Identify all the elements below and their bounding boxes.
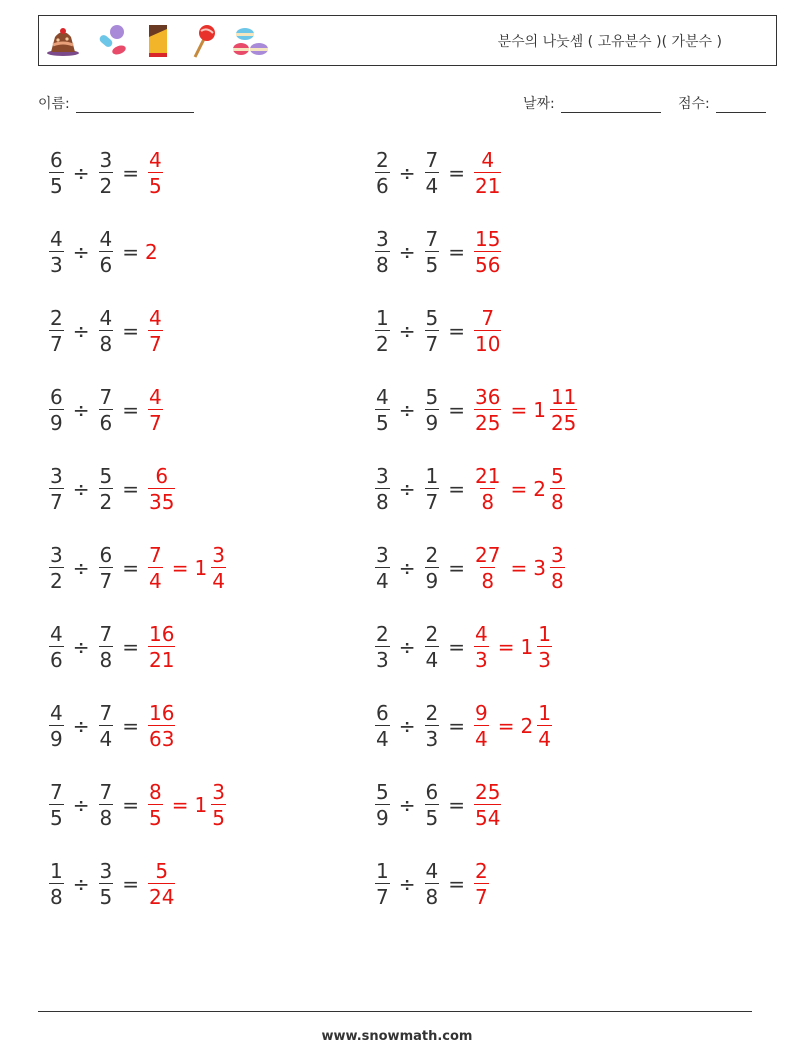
dividend-fraction-numerator: 4 bbox=[376, 385, 389, 409]
dividend-fraction-denominator: 3 bbox=[50, 253, 63, 277]
date-label: 날짜: bbox=[523, 96, 555, 112]
divide-sign: ÷ bbox=[72, 872, 90, 896]
divisor-fraction bbox=[99, 308, 114, 354]
name-label: 이름: bbox=[38, 96, 70, 112]
divide-sign: ÷ bbox=[72, 161, 90, 185]
divide-sign: ÷ bbox=[72, 556, 90, 580]
divisor-fraction bbox=[99, 782, 114, 828]
answer-fraction-denominator: 63 bbox=[149, 727, 175, 751]
divide-sign: ÷ bbox=[398, 872, 416, 896]
divide-sign: ÷ bbox=[398, 714, 416, 738]
mixed-fraction bbox=[537, 624, 552, 670]
mixed-fraction-denominator: 4 bbox=[212, 569, 225, 593]
answer-fraction-numerator: 16 bbox=[149, 701, 175, 725]
mixed-fraction-numerator: 5 bbox=[550, 464, 564, 488]
dividend-fraction-numerator: 1 bbox=[50, 859, 63, 883]
answer-fraction-numerator: 4 bbox=[149, 385, 162, 409]
equals-sign: = bbox=[448, 477, 465, 501]
dividend-fraction-denominator: 3 bbox=[376, 648, 389, 672]
divisor-fraction-numerator: 6 bbox=[425, 780, 439, 804]
divisor-fraction-numerator: 4 bbox=[425, 859, 439, 883]
divide-sign: ÷ bbox=[398, 161, 416, 185]
divisor-fraction-numerator: 5 bbox=[425, 306, 439, 330]
dividend-fraction-denominator: 6 bbox=[376, 174, 389, 198]
answer-fraction-denominator: 4 bbox=[149, 569, 162, 593]
divisor-fraction-denominator: 8 bbox=[99, 648, 113, 672]
answer-fraction-denominator: 25 bbox=[475, 411, 501, 435]
mixed-fraction bbox=[550, 545, 565, 591]
mixed-whole: 1 bbox=[194, 793, 208, 817]
divisor-fraction bbox=[99, 545, 114, 591]
dividend-fraction-numerator: 5 bbox=[376, 780, 389, 804]
divisor-fraction-denominator: 4 bbox=[425, 174, 439, 198]
equals-sign: = bbox=[122, 161, 139, 185]
dividend-fraction-denominator: 6 bbox=[50, 648, 63, 672]
answer-fraction bbox=[474, 703, 489, 749]
answer-fraction bbox=[474, 624, 489, 670]
dividend-fraction bbox=[375, 466, 390, 512]
problem-8 bbox=[372, 378, 580, 442]
divisor-fraction-numerator: 5 bbox=[99, 464, 113, 488]
answer-fraction-denominator: 7 bbox=[475, 885, 488, 909]
dividend-fraction bbox=[375, 782, 390, 828]
equals-sign: = bbox=[122, 793, 139, 817]
answer-fraction-denominator: 56 bbox=[475, 253, 501, 277]
worksheet-header bbox=[38, 15, 777, 66]
dividend-fraction bbox=[49, 466, 64, 512]
dividend-fraction-numerator: 3 bbox=[376, 543, 389, 567]
mixed-whole: 1 bbox=[533, 398, 546, 422]
divide-sign: ÷ bbox=[72, 714, 90, 738]
divisor-fraction-denominator: 6 bbox=[99, 253, 113, 277]
divisor-fraction bbox=[425, 545, 440, 591]
answer-fraction-denominator: 54 bbox=[475, 806, 501, 830]
mixed-fraction-numerator: 3 bbox=[550, 543, 564, 567]
answer-fraction-denominator: 10 bbox=[475, 332, 501, 356]
dividend-fraction-denominator: 5 bbox=[376, 411, 389, 435]
equals-sign-mixed: = bbox=[497, 714, 515, 738]
dividend-fraction-denominator: 5 bbox=[50, 806, 63, 830]
equals-sign: = bbox=[448, 319, 465, 343]
dividend-fraction bbox=[49, 545, 64, 591]
divisor-fraction-denominator: 5 bbox=[425, 253, 439, 277]
divisor-fraction bbox=[99, 466, 114, 512]
divide-sign: ÷ bbox=[72, 793, 90, 817]
problem-9 bbox=[46, 457, 178, 521]
dividend-fraction bbox=[49, 308, 64, 354]
divisor-fraction-denominator: 5 bbox=[425, 806, 439, 830]
equals-sign: = bbox=[448, 398, 465, 422]
candy-icon bbox=[95, 23, 131, 59]
divisor-fraction-denominator: 6 bbox=[99, 411, 113, 435]
answer-fraction bbox=[474, 782, 501, 828]
dividend-fraction-numerator: 2 bbox=[376, 622, 389, 646]
dividend-fraction-numerator: 4 bbox=[50, 227, 63, 251]
dividend-fraction bbox=[375, 624, 390, 670]
answer-fraction bbox=[148, 466, 175, 512]
equals-sign: = bbox=[122, 319, 139, 343]
answer-fraction-numerator: 4 bbox=[149, 306, 162, 330]
dividend-fraction-denominator: 7 bbox=[50, 490, 63, 514]
equals-sign-mixed: = bbox=[510, 556, 528, 580]
problem-14 bbox=[372, 615, 555, 679]
divisor-fraction-numerator: 5 bbox=[425, 385, 439, 409]
dividend-fraction bbox=[49, 150, 64, 196]
divisor-fraction-denominator: 8 bbox=[99, 332, 113, 356]
dividend-fraction-denominator: 9 bbox=[50, 727, 63, 751]
answer-fraction-numerator: 7 bbox=[149, 543, 162, 567]
dividend-fraction-numerator: 6 bbox=[50, 385, 63, 409]
divisor-fraction bbox=[425, 703, 440, 749]
mixed-fraction-denominator: 8 bbox=[550, 490, 564, 514]
divisor-fraction-denominator: 2 bbox=[99, 490, 113, 514]
divisor-fraction bbox=[99, 229, 114, 275]
answer-fraction-denominator: 21 bbox=[475, 174, 501, 198]
problem-18 bbox=[372, 773, 504, 837]
equals-sign: = bbox=[122, 872, 139, 896]
divisor-fraction bbox=[425, 150, 440, 196]
dividend-fraction bbox=[49, 703, 64, 749]
mixed-whole: 1 bbox=[194, 556, 208, 580]
answer-fraction-numerator: 6 bbox=[155, 464, 169, 488]
answer-fraction bbox=[474, 387, 501, 433]
dividend-fraction-denominator: 2 bbox=[50, 569, 63, 593]
mixed-fraction-denominator: 3 bbox=[538, 648, 551, 672]
dividend-fraction-numerator: 1 bbox=[376, 306, 389, 330]
answer-fraction bbox=[148, 387, 163, 433]
date-field[interactable] bbox=[523, 93, 661, 113]
divisor-fraction bbox=[99, 861, 114, 907]
mixed-fraction-numerator: 3 bbox=[212, 780, 225, 804]
divisor-fraction bbox=[99, 387, 114, 433]
answer-fraction-numerator: 4 bbox=[481, 148, 495, 172]
divisor-fraction-numerator: 2 bbox=[425, 543, 439, 567]
divisor-fraction-denominator: 9 bbox=[425, 569, 439, 593]
problem-7 bbox=[46, 378, 166, 442]
equals-sign: = bbox=[122, 635, 139, 659]
divisor-fraction-denominator: 7 bbox=[99, 569, 113, 593]
problem-11 bbox=[46, 536, 229, 600]
equals-sign: = bbox=[122, 556, 139, 580]
problem-19 bbox=[46, 852, 178, 916]
dividend-fraction-denominator: 9 bbox=[50, 411, 63, 435]
divisor-fraction-denominator: 7 bbox=[425, 332, 439, 356]
divide-sign: ÷ bbox=[72, 477, 90, 501]
answer-fraction-numerator: 7 bbox=[481, 306, 495, 330]
answer-fraction-numerator: 15 bbox=[475, 227, 501, 251]
problem-20 bbox=[372, 852, 492, 916]
macaron-icon bbox=[231, 24, 271, 58]
answer-fraction-denominator: 7 bbox=[149, 332, 162, 356]
answer-fraction-numerator: 9 bbox=[475, 701, 488, 725]
answer-fraction-denominator: 8 bbox=[481, 490, 495, 514]
divisor-fraction bbox=[425, 387, 440, 433]
answer-fraction-numerator: 5 bbox=[155, 859, 169, 883]
divisor-fraction bbox=[99, 703, 114, 749]
problem-6 bbox=[372, 299, 504, 363]
dividend-fraction-numerator: 2 bbox=[376, 148, 389, 172]
dividend-fraction-denominator: 8 bbox=[50, 885, 63, 909]
equals-sign: = bbox=[122, 240, 139, 264]
answer-whole: 2 bbox=[145, 240, 158, 264]
divide-sign: ÷ bbox=[398, 477, 416, 501]
problem-13 bbox=[46, 615, 178, 679]
dividend-fraction-denominator: 9 bbox=[376, 806, 389, 830]
divisor-fraction-numerator: 2 bbox=[425, 622, 439, 646]
answer-fraction-numerator: 16 bbox=[149, 622, 175, 646]
equals-sign: = bbox=[448, 635, 465, 659]
problem-10 bbox=[372, 457, 568, 521]
dividend-fraction-denominator: 7 bbox=[50, 332, 63, 356]
equals-sign: = bbox=[448, 872, 465, 896]
divisor-fraction-denominator: 5 bbox=[99, 885, 113, 909]
dividend-fraction-denominator: 7 bbox=[376, 885, 389, 909]
mixed-fraction-numerator: 3 bbox=[212, 543, 225, 567]
divisor-fraction bbox=[425, 466, 440, 512]
answer-fraction-numerator: 25 bbox=[475, 780, 501, 804]
equals-sign-mixed: = bbox=[171, 556, 189, 580]
divisor-fraction-numerator: 7 bbox=[99, 385, 113, 409]
dividend-fraction-numerator: 3 bbox=[376, 227, 389, 251]
answer-fraction bbox=[148, 150, 163, 196]
answer-fraction bbox=[474, 466, 501, 512]
divisor-fraction-denominator: 3 bbox=[425, 727, 439, 751]
dividend-fraction-numerator: 3 bbox=[50, 464, 63, 488]
divisor-fraction-numerator: 3 bbox=[99, 148, 113, 172]
answer-fraction-numerator: 4 bbox=[149, 148, 162, 172]
answer-fraction bbox=[474, 229, 501, 275]
dividend-fraction bbox=[375, 308, 390, 354]
equals-sign-mixed: = bbox=[510, 477, 528, 501]
divisor-fraction-numerator: 7 bbox=[425, 148, 439, 172]
divide-sign: ÷ bbox=[398, 398, 416, 422]
equals-sign: = bbox=[448, 240, 465, 264]
divisor-fraction-numerator: 7 bbox=[425, 227, 439, 251]
divisor-fraction-denominator: 7 bbox=[425, 490, 439, 514]
dividend-fraction bbox=[49, 861, 64, 907]
problem-2 bbox=[372, 141, 504, 205]
problem-12 bbox=[372, 536, 568, 600]
mixed-fraction bbox=[550, 387, 577, 433]
icon-strip bbox=[45, 22, 271, 60]
footer-divider bbox=[38, 1011, 752, 1012]
answer-fraction bbox=[148, 308, 163, 354]
problem-5 bbox=[46, 299, 166, 363]
divisor-fraction-numerator: 7 bbox=[99, 701, 113, 725]
lollipop-icon bbox=[187, 23, 217, 59]
dividend-fraction-denominator: 4 bbox=[376, 569, 389, 593]
dividend-fraction-numerator: 7 bbox=[50, 780, 63, 804]
dividend-fraction-denominator: 8 bbox=[376, 490, 389, 514]
mixed-whole: 2 bbox=[520, 714, 534, 738]
cake-icon bbox=[45, 25, 81, 57]
divisor-fraction bbox=[99, 624, 114, 670]
divisor-fraction-denominator: 4 bbox=[99, 727, 113, 751]
score-field[interactable] bbox=[678, 93, 766, 113]
mixed-fraction-numerator: 1 bbox=[538, 701, 551, 725]
answer-fraction bbox=[474, 861, 489, 907]
equals-sign-mixed: = bbox=[171, 793, 189, 817]
answer-fraction-denominator: 5 bbox=[149, 174, 162, 198]
divisor-fraction-numerator: 4 bbox=[99, 306, 113, 330]
footer-url: www.snowmath.com bbox=[321, 1029, 473, 1044]
equals-sign: = bbox=[448, 161, 465, 185]
divide-sign: ÷ bbox=[72, 398, 90, 422]
mixed-fraction bbox=[211, 782, 226, 828]
divisor-fraction bbox=[425, 782, 440, 828]
divisor-fraction-numerator: 4 bbox=[99, 227, 113, 251]
problem-4 bbox=[372, 220, 504, 284]
divisor-fraction-numerator: 6 bbox=[99, 543, 113, 567]
dividend-fraction-denominator: 5 bbox=[50, 174, 63, 198]
dividend-fraction bbox=[49, 782, 64, 828]
divisor-fraction-numerator: 3 bbox=[99, 859, 113, 883]
divide-sign: ÷ bbox=[398, 319, 416, 343]
name-field[interactable] bbox=[38, 93, 194, 113]
mixed-fraction-denominator: 8 bbox=[550, 569, 564, 593]
divisor-fraction bbox=[425, 229, 440, 275]
divide-sign: ÷ bbox=[398, 793, 416, 817]
answer-fraction bbox=[148, 782, 163, 828]
mixed-whole: 1 bbox=[520, 635, 534, 659]
dividend-fraction-numerator: 6 bbox=[50, 148, 63, 172]
equals-sign: = bbox=[448, 793, 465, 817]
mixed-whole: 2 bbox=[533, 477, 546, 501]
dividend-fraction-denominator: 8 bbox=[376, 253, 389, 277]
answer-fraction-denominator: 35 bbox=[149, 490, 175, 514]
answer-fraction bbox=[474, 308, 501, 354]
dividend-fraction bbox=[375, 703, 390, 749]
dividend-fraction-numerator: 4 bbox=[50, 622, 63, 646]
mixed-fraction-numerator: 11 bbox=[550, 385, 577, 409]
answer-fraction-numerator: 2 bbox=[475, 859, 488, 883]
divide-sign: ÷ bbox=[72, 635, 90, 659]
divisor-fraction bbox=[425, 308, 440, 354]
dividend-fraction-denominator: 4 bbox=[376, 727, 389, 751]
divide-sign: ÷ bbox=[398, 240, 416, 264]
answer-fraction bbox=[148, 861, 175, 907]
answer-fraction-denominator: 24 bbox=[149, 885, 175, 909]
dividend-fraction bbox=[375, 545, 390, 591]
divisor-fraction-numerator: 7 bbox=[99, 622, 113, 646]
answer-fraction bbox=[148, 703, 175, 749]
answer-fraction-denominator: 5 bbox=[149, 806, 162, 830]
dividend-fraction bbox=[375, 150, 390, 196]
equals-sign: = bbox=[122, 477, 139, 501]
divisor-fraction-denominator: 2 bbox=[99, 174, 113, 198]
divisor-fraction bbox=[425, 861, 440, 907]
answer-fraction-numerator: 8 bbox=[149, 780, 162, 804]
divisor-fraction-numerator: 1 bbox=[425, 464, 439, 488]
mixed-fraction-denominator: 5 bbox=[212, 806, 225, 830]
equals-sign: = bbox=[448, 714, 465, 738]
answer-fraction bbox=[474, 545, 501, 591]
divisor-fraction bbox=[99, 150, 114, 196]
divisor-fraction bbox=[425, 624, 440, 670]
answer-fraction bbox=[148, 624, 175, 670]
dividend-fraction bbox=[49, 387, 64, 433]
answer-fraction-numerator: 21 bbox=[475, 464, 501, 488]
answer-fraction-denominator: 21 bbox=[149, 648, 175, 672]
answer-fraction-denominator: 7 bbox=[149, 411, 162, 435]
chocolate-icon bbox=[145, 23, 173, 59]
dividend-fraction-denominator: 2 bbox=[376, 332, 389, 356]
divide-sign: ÷ bbox=[398, 556, 416, 580]
dividend-fraction bbox=[375, 387, 390, 433]
equals-sign: = bbox=[122, 714, 139, 738]
answer-fraction bbox=[474, 150, 501, 196]
problem-15 bbox=[46, 694, 178, 758]
equals-sign: = bbox=[122, 398, 139, 422]
answer-fraction-denominator: 3 bbox=[475, 648, 488, 672]
dividend-fraction-numerator: 1 bbox=[376, 859, 389, 883]
mixed-fraction-denominator: 25 bbox=[550, 411, 577, 435]
problem-3 bbox=[46, 220, 158, 284]
divide-sign: ÷ bbox=[72, 240, 90, 264]
mixed-fraction-denominator: 4 bbox=[538, 727, 551, 751]
divisor-fraction-denominator: 8 bbox=[99, 806, 113, 830]
divide-sign: ÷ bbox=[72, 319, 90, 343]
dividend-fraction bbox=[49, 624, 64, 670]
answer-fraction-denominator: 8 bbox=[481, 569, 495, 593]
score-label: 점수: bbox=[678, 96, 710, 112]
mixed-fraction bbox=[550, 466, 565, 512]
problem-17 bbox=[46, 773, 229, 837]
dividend-fraction-numerator: 6 bbox=[376, 701, 389, 725]
mixed-fraction bbox=[211, 545, 226, 591]
dividend-fraction bbox=[49, 229, 64, 275]
divide-sign: ÷ bbox=[398, 635, 416, 659]
dividend-fraction bbox=[375, 229, 390, 275]
dividend-fraction-numerator: 2 bbox=[50, 306, 63, 330]
dividend-fraction-numerator: 3 bbox=[50, 543, 63, 567]
answer-fraction bbox=[148, 545, 163, 591]
divisor-fraction-numerator: 7 bbox=[99, 780, 113, 804]
dividend-fraction-numerator: 3 bbox=[376, 464, 389, 488]
equals-sign-mixed: = bbox=[510, 398, 528, 422]
problem-16 bbox=[372, 694, 555, 758]
dividend-fraction-numerator: 4 bbox=[50, 701, 63, 725]
answer-fraction-numerator: 4 bbox=[475, 622, 488, 646]
answer-fraction-numerator: 27 bbox=[475, 543, 501, 567]
worksheet-title: 분수의 나눗셈 ( 고유분수 )( 가분수 ) bbox=[497, 34, 722, 50]
mixed-whole: 3 bbox=[533, 556, 546, 580]
equals-sign: = bbox=[448, 556, 465, 580]
equals-sign-mixed: = bbox=[497, 635, 515, 659]
answer-fraction-denominator: 4 bbox=[475, 727, 488, 751]
mixed-fraction bbox=[537, 703, 552, 749]
dividend-fraction bbox=[375, 861, 390, 907]
divisor-fraction-denominator: 9 bbox=[425, 411, 439, 435]
divisor-fraction-denominator: 4 bbox=[425, 648, 439, 672]
divisor-fraction-numerator: 2 bbox=[425, 701, 439, 725]
divisor-fraction-denominator: 8 bbox=[425, 885, 439, 909]
mixed-fraction-numerator: 1 bbox=[538, 622, 551, 646]
problem-1 bbox=[46, 141, 166, 205]
answer-fraction-numerator: 36 bbox=[475, 385, 501, 409]
